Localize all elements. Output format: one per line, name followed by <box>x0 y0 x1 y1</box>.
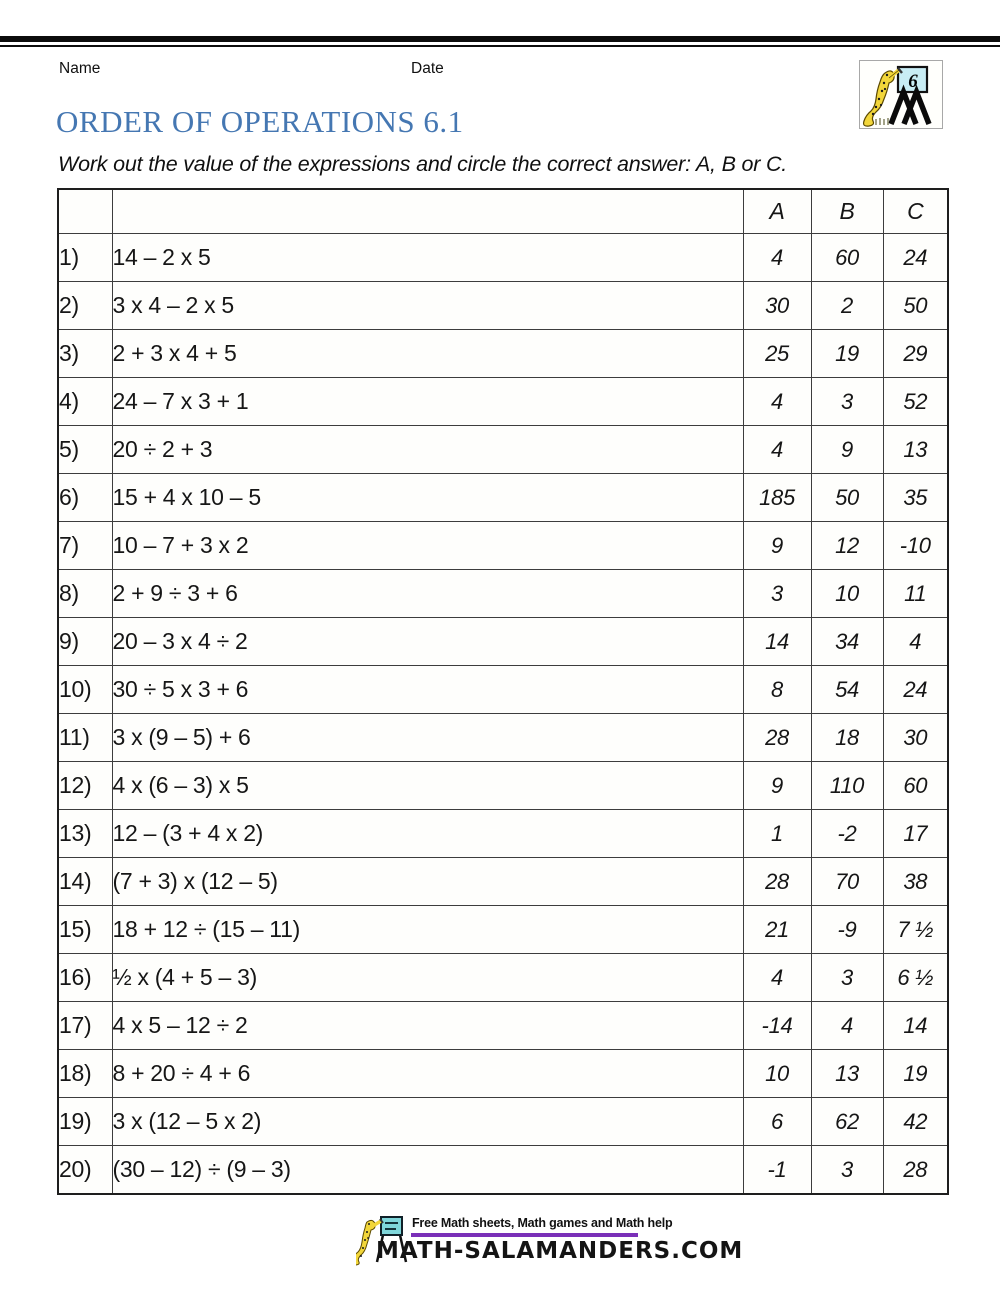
answer-option-a[interactable]: 28 <box>743 714 811 762</box>
answer-option-c[interactable]: -10 <box>883 522 948 570</box>
instruction-text: Work out the value of the expressions and circle the correct answer: A, B or C. <box>58 152 788 176</box>
expression: 8 + 20 ÷ 4 + 6 <box>112 1050 743 1098</box>
footer-tagline: Free Math sheets, Math games and Math help <box>412 1216 673 1230</box>
problem-number: 16) <box>58 954 112 1002</box>
expression: 14 – 2 x 5 <box>112 234 743 282</box>
expression: (7 + 3) x (12 – 5) <box>112 858 743 906</box>
answer-option-c[interactable]: 24 <box>883 666 948 714</box>
answer-option-b[interactable]: 62 <box>811 1098 883 1146</box>
answer-option-c[interactable]: 17 <box>883 810 948 858</box>
answer-option-b[interactable]: 3 <box>811 378 883 426</box>
answer-option-b[interactable]: 9 <box>811 426 883 474</box>
problem-number: 10) <box>58 666 112 714</box>
table-row <box>58 426 948 474</box>
answer-option-b[interactable]: 50 <box>811 474 883 522</box>
answer-option-a[interactable]: -1 <box>743 1146 811 1195</box>
table-row <box>58 858 948 906</box>
answer-option-c[interactable]: 35 <box>883 474 948 522</box>
table-row <box>58 522 948 570</box>
grade-number: 6 <box>908 71 918 92</box>
table-row <box>58 762 948 810</box>
problem-number: 19) <box>58 1098 112 1146</box>
problem-number: 8) <box>58 570 112 618</box>
answer-option-a[interactable]: 21 <box>743 906 811 954</box>
expression: 10 – 7 + 3 x 2 <box>112 522 743 570</box>
answer-option-b[interactable]: 60 <box>811 234 883 282</box>
problem-number: 15) <box>58 906 112 954</box>
answer-option-b[interactable]: 18 <box>811 714 883 762</box>
answer-option-a[interactable]: 4 <box>743 378 811 426</box>
answer-option-a[interactable]: 3 <box>743 570 811 618</box>
header-blank-expr <box>112 189 743 234</box>
table-row <box>58 954 948 1002</box>
answer-option-a[interactable]: 6 <box>743 1098 811 1146</box>
answer-option-a[interactable]: 14 <box>743 618 811 666</box>
answer-option-b[interactable]: 19 <box>811 330 883 378</box>
answer-option-b[interactable]: -2 <box>811 810 883 858</box>
answer-option-c[interactable]: 24 <box>883 234 948 282</box>
answer-option-b[interactable]: 10 <box>811 570 883 618</box>
column-header-a: A <box>743 189 811 234</box>
header-blank-num <box>58 189 112 234</box>
answer-option-c[interactable]: 19 <box>883 1050 948 1098</box>
footer-logo <box>356 1214 744 1270</box>
table-row <box>58 378 948 426</box>
answer-option-a[interactable]: 9 <box>743 762 811 810</box>
expression: 24 – 7 x 3 + 1 <box>112 378 743 426</box>
problem-number: 12) <box>58 762 112 810</box>
problem-number: 4) <box>58 378 112 426</box>
expression: 20 – 3 x 4 ÷ 2 <box>112 618 743 666</box>
expression: 2 + 3 x 4 + 5 <box>112 330 743 378</box>
answer-option-c[interactable]: 4 <box>883 618 948 666</box>
answer-option-c[interactable]: 7 ½ <box>883 906 948 954</box>
problem-number: 2) <box>58 282 112 330</box>
table-row <box>58 618 948 666</box>
table-row <box>58 1002 948 1050</box>
problem-number: 7) <box>58 522 112 570</box>
answer-option-c[interactable]: 52 <box>883 378 948 426</box>
problems-table <box>57 188 949 1195</box>
table-row <box>58 1050 948 1098</box>
answer-option-c[interactable]: 13 <box>883 426 948 474</box>
answer-option-b[interactable]: 34 <box>811 618 883 666</box>
problem-number: 5) <box>58 426 112 474</box>
answer-option-b[interactable]: 4 <box>811 1002 883 1050</box>
answer-option-b[interactable]: 13 <box>811 1050 883 1098</box>
expression: 3 x (9 – 5) + 6 <box>112 714 743 762</box>
problem-number: 6) <box>58 474 112 522</box>
answer-option-a[interactable]: 25 <box>743 330 811 378</box>
problem-number: 1) <box>58 234 112 282</box>
expression: 18 + 12 ÷ (15 – 11) <box>112 906 743 954</box>
table-row <box>58 810 948 858</box>
grade-logo <box>859 60 943 129</box>
answer-option-b[interactable]: 70 <box>811 858 883 906</box>
answer-option-b[interactable]: 2 <box>811 282 883 330</box>
table-row <box>58 714 948 762</box>
answer-option-b[interactable]: 3 <box>811 954 883 1002</box>
answer-option-c[interactable]: 29 <box>883 330 948 378</box>
answer-option-c[interactable]: 60 <box>883 762 948 810</box>
name-label: Name <box>59 60 101 77</box>
problem-number: 14) <box>58 858 112 906</box>
answer-option-b[interactable]: 12 <box>811 522 883 570</box>
salamander-grade-icon <box>860 61 942 128</box>
expression: 3 x (12 – 5 x 2) <box>112 1098 743 1146</box>
expression: 15 + 4 x 10 – 5 <box>112 474 743 522</box>
answer-option-a[interactable]: 8 <box>743 666 811 714</box>
date-label: Date <box>411 60 444 77</box>
problem-number: 3) <box>58 330 112 378</box>
column-header-c: C <box>883 189 948 234</box>
answer-option-c[interactable]: 50 <box>883 282 948 330</box>
answer-option-a[interactable]: 9 <box>743 522 811 570</box>
answer-option-a[interactable]: 4 <box>743 426 811 474</box>
answer-option-b[interactable]: 110 <box>811 762 883 810</box>
answer-option-a[interactable]: 1 <box>743 810 811 858</box>
table-row <box>58 234 948 282</box>
expression: 2 + 9 ÷ 3 + 6 <box>112 570 743 618</box>
expression: 4 x 5 – 12 ÷ 2 <box>112 1002 743 1050</box>
answer-option-b[interactable]: -9 <box>811 906 883 954</box>
table-row <box>58 1146 948 1195</box>
answer-option-c[interactable]: 28 <box>883 1146 948 1195</box>
expression: (30 – 12) ÷ (9 – 3) <box>112 1146 743 1195</box>
answer-option-a[interactable]: 4 <box>743 234 811 282</box>
answer-option-c[interactable]: 14 <box>883 1002 948 1050</box>
answer-option-a[interactable]: 185 <box>743 474 811 522</box>
problem-number: 18) <box>58 1050 112 1098</box>
answer-option-c[interactable]: 42 <box>883 1098 948 1146</box>
expression: 4 x (6 – 3) x 5 <box>112 762 743 810</box>
table-row <box>58 1098 948 1146</box>
expression: 20 ÷ 2 + 3 <box>112 426 743 474</box>
table-header-row <box>58 189 948 234</box>
answer-option-b[interactable]: 3 <box>811 1146 883 1195</box>
answer-option-c[interactable]: 38 <box>883 858 948 906</box>
answer-option-a[interactable]: 10 <box>743 1050 811 1098</box>
answer-option-c[interactable]: 11 <box>883 570 948 618</box>
answer-option-a[interactable]: 30 <box>743 282 811 330</box>
column-header-b: B <box>811 189 883 234</box>
problem-number: 11) <box>58 714 112 762</box>
problem-number: 9) <box>58 618 112 666</box>
expression: 30 ÷ 5 x 3 + 6 <box>112 666 743 714</box>
footer-accent-rule <box>411 1233 638 1237</box>
answer-option-a[interactable]: -14 <box>743 1002 811 1050</box>
table-row <box>58 570 948 618</box>
expression: 3 x 4 – 2 x 5 <box>112 282 743 330</box>
top-rule-thin <box>0 45 1000 47</box>
table-row <box>58 906 948 954</box>
problem-number: 17) <box>58 1002 112 1050</box>
top-rule-thick <box>0 36 1000 42</box>
answer-option-b[interactable]: 54 <box>811 666 883 714</box>
expression: ½ x (4 + 5 – 3) <box>112 954 743 1002</box>
footer-site-name: MATH-SALAMANDERS.COM <box>376 1237 744 1265</box>
page-title: ORDER OF OPERATIONS 6.1 <box>56 104 464 139</box>
answer-option-c[interactable]: 6 ½ <box>883 954 948 1002</box>
table-row <box>58 282 948 330</box>
table-row <box>58 330 948 378</box>
expression: 12 – (3 + 4 x 2) <box>112 810 743 858</box>
answer-option-c[interactable]: 30 <box>883 714 948 762</box>
table-row <box>58 474 948 522</box>
answer-option-a[interactable]: 28 <box>743 858 811 906</box>
problem-number: 13) <box>58 810 112 858</box>
answer-option-a[interactable]: 4 <box>743 954 811 1002</box>
table-row <box>58 666 948 714</box>
problem-number: 20) <box>58 1146 112 1195</box>
